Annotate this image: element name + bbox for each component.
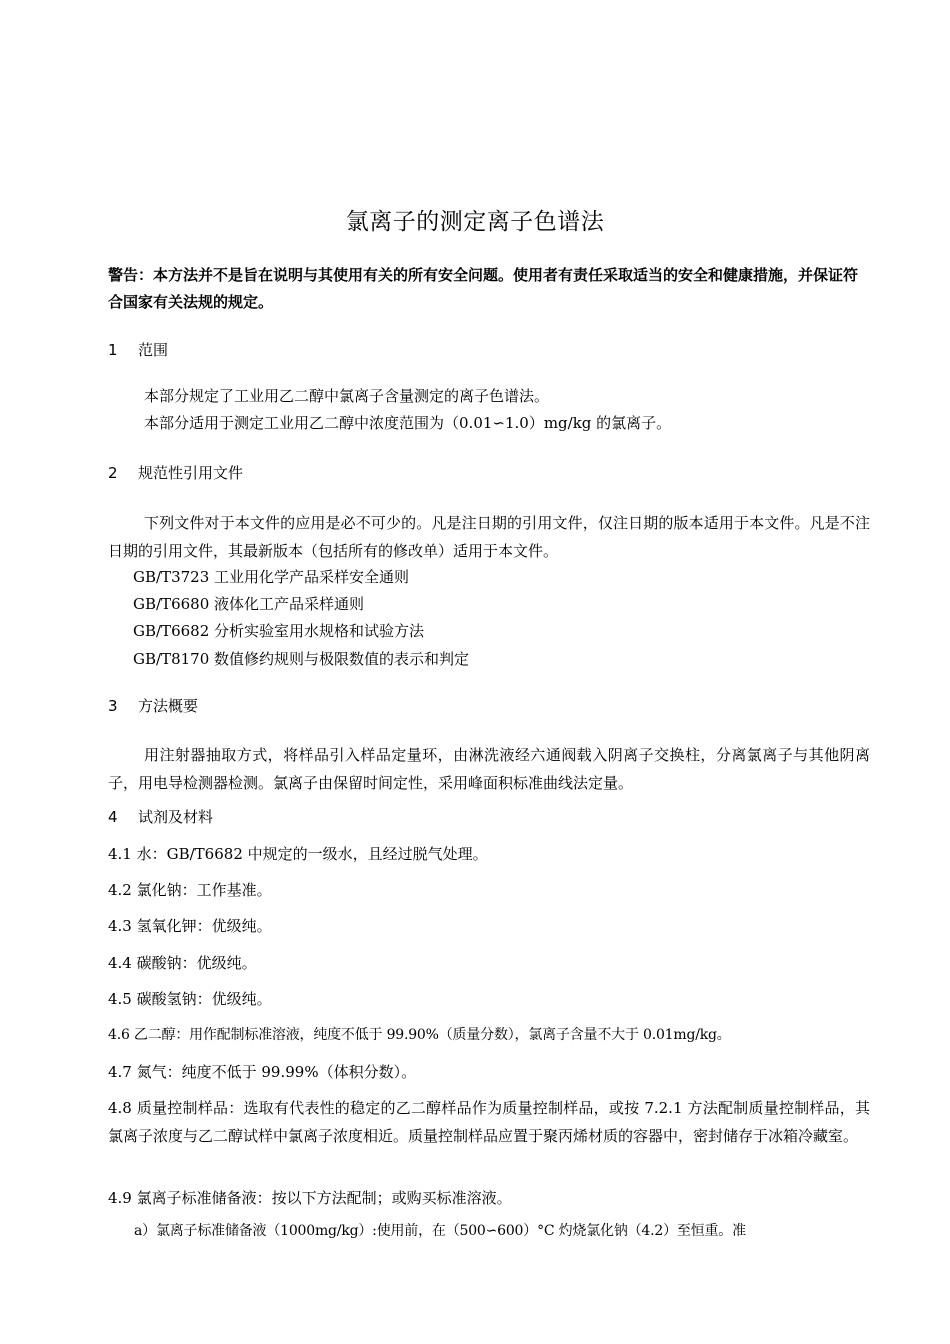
reagent-item: 4.7 氮气：纯度不低于 99.99%（体积分数）。 bbox=[108, 1063, 417, 1081]
section-number: 1 bbox=[108, 341, 118, 359]
reagent-subitem: a）氯离子标准储备液（1000mg/kg）:使用前，在（500∽600）°C 灼烧氯化钠（4.2）至恒重。准 bbox=[134, 1223, 746, 1239]
reference-item: GB/T3723 工业用化学产品采样安全通则 bbox=[133, 568, 410, 586]
method-summary: 用注射器抽取方式，将样品引入样品定量环，由淋洗液经六通阀载入阴离子交换柱，分离氯离子与其他阴离子，用电导检测器检测。氯离子由保留时间定性，采用峰面积标准曲线法定量。 bbox=[108, 746, 870, 792]
reference-item: GB/T6680 液体化工产品采样通则 bbox=[133, 595, 365, 613]
section-number: 2 bbox=[108, 464, 118, 482]
document-title: 氯离子的测定离子色谱法 bbox=[345, 209, 605, 235]
reagent-item: 4.5 碳酸氢钠：优级纯。 bbox=[108, 990, 272, 1008]
section-2-heading bbox=[108, 463, 243, 483]
reagent-item: 4.8 质量控制样品：选取有代表性的稳定的乙二醇样品作为质量控制样品，或按 7.2.1 方法配制质量控制样品，其氯离子浓度与乙二醇试样中氯离子浓度相近。质量控制样品应置于聚丙烯材质的容器中，密封储存于冰箱冷藏室。 bbox=[108, 1099, 870, 1145]
section-title: 方法概要 bbox=[138, 697, 199, 715]
reagent-item: 4.4 碳酸钠：优级纯。 bbox=[108, 954, 257, 972]
section-number: 4 bbox=[108, 808, 118, 826]
section-number: 3 bbox=[108, 697, 118, 715]
reagent-item: 4.9 氯离子标准储备液：按以下方法配制；或购买标准溶液。 bbox=[108, 1189, 512, 1207]
section-1-heading bbox=[108, 340, 168, 360]
section-4-heading bbox=[108, 807, 213, 827]
reference-item: GB/T6682 分析实验室用水规格和试验方法 bbox=[133, 622, 425, 640]
section-title: 范围 bbox=[138, 341, 169, 359]
reagent-item: 4.6 乙二醇：用作配制标准溶液，纯度不低于 99.90%（质量分数），氯离子含量不大于 0.01mg/kg。 bbox=[108, 1027, 731, 1043]
reference-item: GB/T8170 数值修约规则与极限数值的表示和判定 bbox=[133, 650, 470, 668]
section-title: 试剂及材料 bbox=[138, 808, 214, 826]
reagent-item: 4.1 水：GB/T6682 中规定的一级水，且经过脱气处理。 bbox=[108, 845, 488, 863]
section-title: 规范性引用文件 bbox=[138, 464, 244, 482]
scope-paragraph-1: 本部分规定了工业用乙二醇中氯离子含量测定的离子色谱法。 bbox=[144, 387, 550, 405]
reagent-item: 4.2 氯化钠：工作基准。 bbox=[108, 881, 272, 899]
section-3-heading bbox=[108, 696, 198, 716]
scope-paragraph-2: 本部分适用于测定工业用乙二醇中浓度范围为（0.01∽1.0）mg/kg 的氯离子。 bbox=[144, 414, 672, 432]
reagent-item: 4.3 氢氧化钾：优级纯。 bbox=[108, 917, 272, 935]
warning-note: 警告：本方法并不是旨在说明与其使用有关的所有安全问题。使用者有责任采取适当的安全和健康措施，并保证符合国家有关法规的规定。 bbox=[108, 266, 859, 311]
normative-intro: 下列文件对于本文件的应用是必不可少的。凡是注日期的引用文件，仅注日期的版本适用于本文件。凡是不注日期的引用文件，其最新版本（包括所有的修改单）适用于本文件。 bbox=[108, 514, 870, 560]
